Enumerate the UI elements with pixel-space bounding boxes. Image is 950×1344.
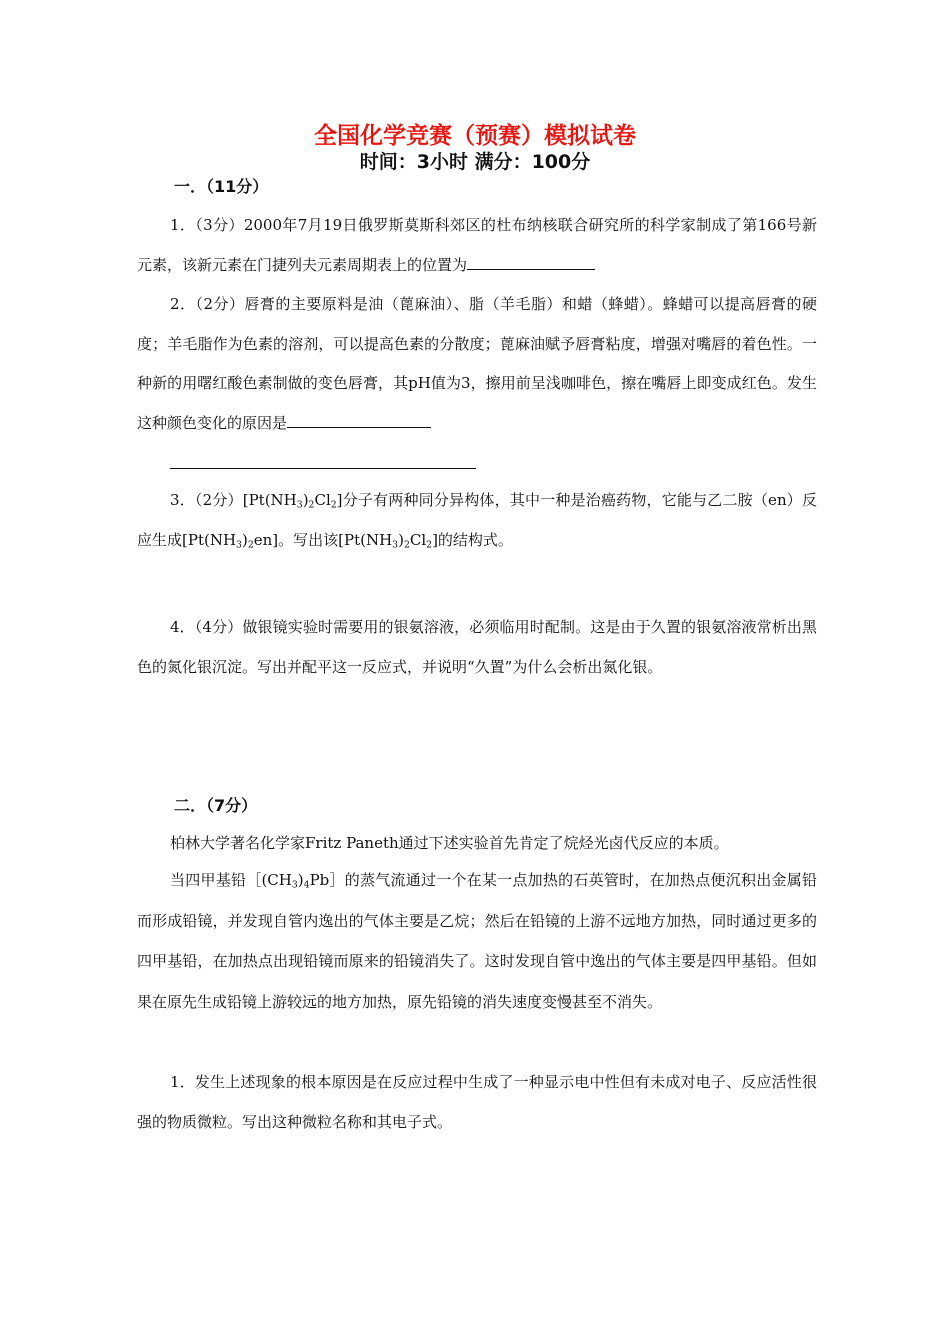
q13-part: Cl [314,491,331,509]
q13-sub: 2 [330,499,337,511]
section-one-heading: 一．（11分） [174,177,269,196]
q13-sub: 2 [403,538,410,550]
q13-part: ) [398,530,404,549]
exam-subtitle: 时间：3小时 满分：100分 [359,151,591,173]
question-1-3 [137,481,817,560]
exam-title: 全国化学竞赛（预赛）模拟试卷 [314,123,636,149]
q13-part: ) [241,530,248,549]
q13-sub: 3 [392,538,399,550]
question-1-2-text: 2．（2分）唇膏的主要原料是油（蓖麻油）、脂（羊毛脂）和蜡（蜂蜡）。蜂蜡可以提高唇膏的硬度；羊毛脂作为色素的溶剂，可以提高色素的分散度；蓖麻油赋予唇膏粘度，增强对嘴唇的着色性。一种新的用曙红酸色素制做的变色唇膏，其pH值为3，擦用前呈浅咖啡色，擦在嘴唇上即变成红色。发生这种颜色变化的原因是 [137,295,817,432]
q13-part: ]的结构式。 [432,530,513,549]
q13-sub: 2 [308,499,315,511]
q13-part: ]分子有两种同分异构体，其中一种是治癌药物，它能与乙二胺（en）反应生成[Pt(NH [137,491,817,549]
question-2-1: 1．发生上述现象的根本原因是在反应过程中生成了一种显示电中性但有未成对电子、反应活性很强的物质微粒。写出这种微粒名称和其电子式。 [137,1073,817,1131]
q13-sub: 3 [296,499,303,511]
answer-blank-1-2[interactable] [287,411,431,428]
exp-sub: 4 [303,879,310,891]
exp-part: ) [297,871,304,889]
section-two-heading: 二．（7分） [174,796,258,815]
q13-part: Cl [409,530,427,549]
exp-part: Pb］的蒸气流通过一个在某一点加热的石英管时，在加热点便沉积出金属铅而形成铅镜，并发现自管内逸出的气体主要是乙烷；然后在铅镜的上游不远地方加热，同时通过更多的四甲基铅，在加热点出现铅镜而原来的铅镜消失了。这时发现自管中逸出的气体主要是四甲基铅。但如果在原先生成铅镜上游较远的地方加热，原先铅镜的消失速度变慢甚至不消失。 [137,871,817,1011]
q13-sub: 3 [236,538,242,550]
exp-part: 当四甲基铅［(CH [170,871,292,889]
exp-sub: 3 [291,879,298,891]
q13-part: 3．（2分）[Pt(NH [170,491,297,509]
question-1-1 [137,206,817,285]
section-two-intro: 柏林大学著名化学家Fritz Paneth通过下述实验首先肯定了烷烃光卤代反应的本质。 [170,834,729,852]
q13-sub: 2 [426,538,433,550]
answer-line-1-2[interactable] [170,468,476,469]
question-1-4: 4．（4分）做银镜实验时需要用的银氨溶液，必须临用时配制。这是由于久置的银氨溶液常析出黑色的氮化银沉淀。写出并配平这一反应式，并说明“久置”为什么会析出氮化银。 [137,618,817,676]
q13-sub: 2 [247,538,254,550]
question-1-1-text: 1．（3分）2000年7月19日俄罗斯莫斯科郊区的杜布纳核联合研究所的科学家制成了第166号新元素，该新元素在门捷列夫元素周期表上的位置为 [137,216,817,274]
q13-part: ) [302,491,309,509]
answer-blank-1-1[interactable] [467,253,595,270]
q13-part: en]。写出该[Pt(NH [253,530,393,549]
experiment-description [137,860,817,1022]
question-1-2 [137,285,817,443]
